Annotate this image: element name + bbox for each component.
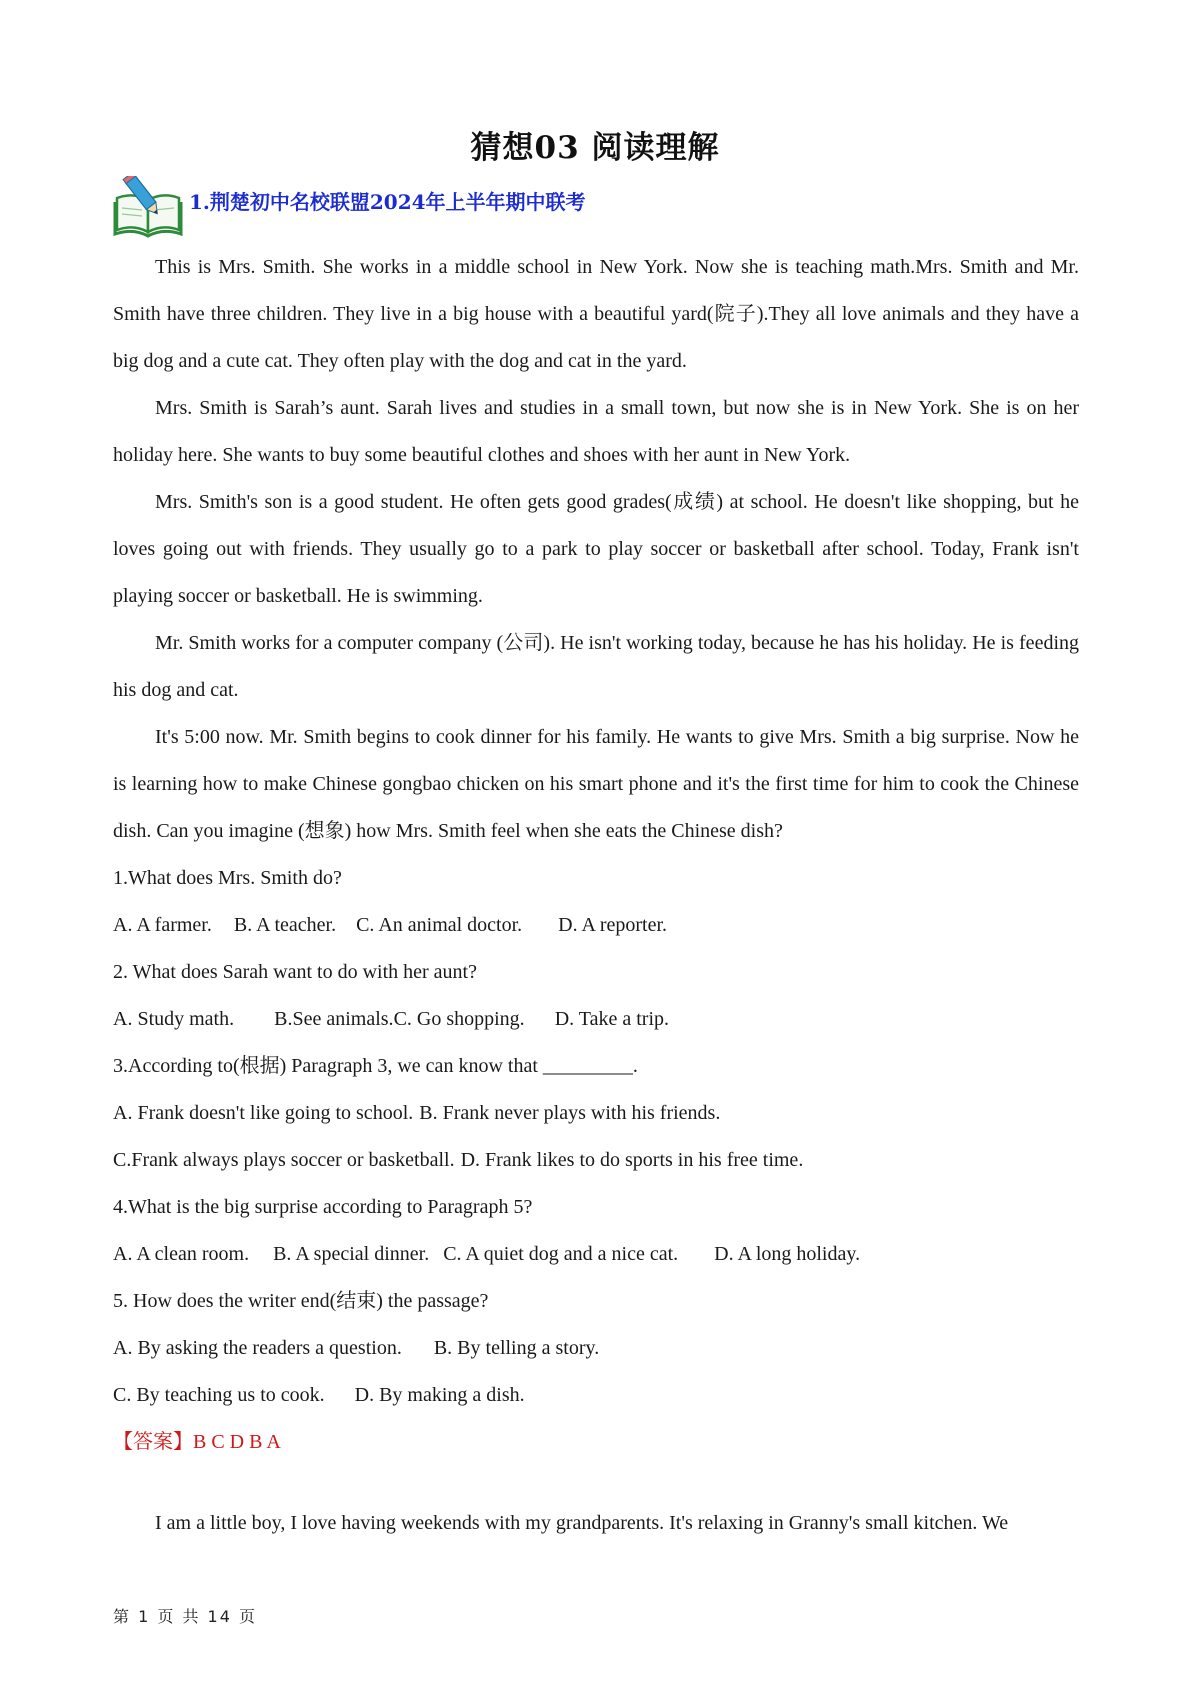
option: A. Study math.: [113, 1008, 235, 1030]
option: B. A teacher.: [233, 914, 337, 936]
option: B. Frank never plays with his friends.: [419, 1102, 721, 1124]
option: A. A clean room.: [113, 1243, 250, 1265]
passage-paragraph-1: This is Mrs. Smith. She works in a middle school in New York. Now she is teaching math.Mrs. Smith and Mr. Smith have three children. They live in a big house with a beautiful yard(院子).They all love animals and they have a big dog and a cute cat. They often play with the dog and cat in the yard.: [113, 256, 1079, 372]
option: C. A quiet dog and a nice cat.: [443, 1243, 679, 1265]
option: A. A farmer.: [113, 914, 212, 936]
question-2-stem: 2. What does Sarah want to do with her aunt?: [113, 961, 477, 983]
question-5-stem: 5. How does the writer end(结束) the passage?: [113, 1290, 489, 1312]
option: D. By making a dish.: [354, 1384, 525, 1406]
page-footer: 第 1 页 共 14 页: [113, 1607, 257, 1626]
question-5-options-row-1: [113, 1325, 1079, 1372]
question-4-options: [113, 1231, 1079, 1278]
passage-paragraph-2: Mrs. Smith is Sarah’s aunt. Sarah lives and studies in a small town, but now she is in New York. She is on her holiday here. She wants to buy some beautiful clothes and shoes with her aunt in New York.: [113, 397, 1079, 466]
question-3-stem: 3.According to(根据) Paragraph 3, we can know that _________.: [113, 1055, 638, 1077]
option: C. Go shopping.: [393, 1008, 525, 1030]
section-header: [113, 176, 586, 238]
option: B. A special dinner.: [273, 1243, 430, 1265]
option: C.Frank always plays soccer or basketball.: [113, 1149, 455, 1171]
option: C. An animal doctor.: [356, 914, 523, 936]
option: C. By teaching us to cook.: [113, 1384, 325, 1406]
document-title: 猜想03 阅读理解: [470, 130, 720, 166]
passage-paragraph-3: Mrs. Smith's son is a good student. He often gets good grades(成绩) at school. He doesn't like shopping, but he loves going out with friends. They usually go to a park to play soccer or basketball after school. Today, Frank isn't playing soccer or basketball. He is swimming.: [113, 491, 1079, 607]
passage-paragraph-4: Mr. Smith works for a computer company (公司). He isn't working today, because he has his holiday. He is feeding his dog and cat.: [113, 632, 1079, 701]
question-4-stem: 4.What is the big surprise according to Paragraph 5?: [113, 1196, 533, 1218]
reading-content: [113, 244, 1079, 1466]
question-2-options: [113, 996, 1079, 1043]
book-pencil-icon: [113, 176, 183, 238]
option: D. A long holiday.: [714, 1243, 861, 1265]
option: D. A reporter.: [558, 914, 668, 936]
option: D. Take a trip.: [554, 1008, 669, 1030]
question-1-stem: 1.What does Mrs. Smith do?: [113, 867, 342, 889]
question-1-options: [113, 902, 1079, 949]
question-3-options-row-1: [113, 1090, 1079, 1137]
next-passage-paragraph: I am a little boy, I love having weekends with my grandparents. It's relaxing in Granny's small kitchen. We: [155, 1512, 1009, 1534]
section-title: 1.荆楚初中名校联盟2024年上半年期中联考: [189, 189, 586, 214]
option: D. Frank likes to do sports in his free time.: [460, 1149, 804, 1171]
option: A. Frank doesn't like going to school.: [113, 1102, 414, 1124]
question-3-options-row-2: [113, 1137, 1079, 1184]
option: B. By telling a story.: [433, 1337, 600, 1359]
answer-key: 【答案】B C D B A: [113, 1431, 281, 1453]
passage-paragraph-5: It's 5:00 now. Mr. Smith begins to cook dinner for his family. He wants to give Mrs. Smith a big surprise. Now he is learning how to make Chinese gongbao chicken on his smart phone and it's the first time for him to cook the Chinese dish. Can you imagine (想象) how Mrs. Smith feel when she eats the Chinese dish?: [113, 726, 1079, 842]
question-5-options-row-2: [113, 1372, 1079, 1419]
option: B.See animals.: [274, 1008, 394, 1030]
option: A. By asking the readers a question.: [113, 1337, 402, 1359]
